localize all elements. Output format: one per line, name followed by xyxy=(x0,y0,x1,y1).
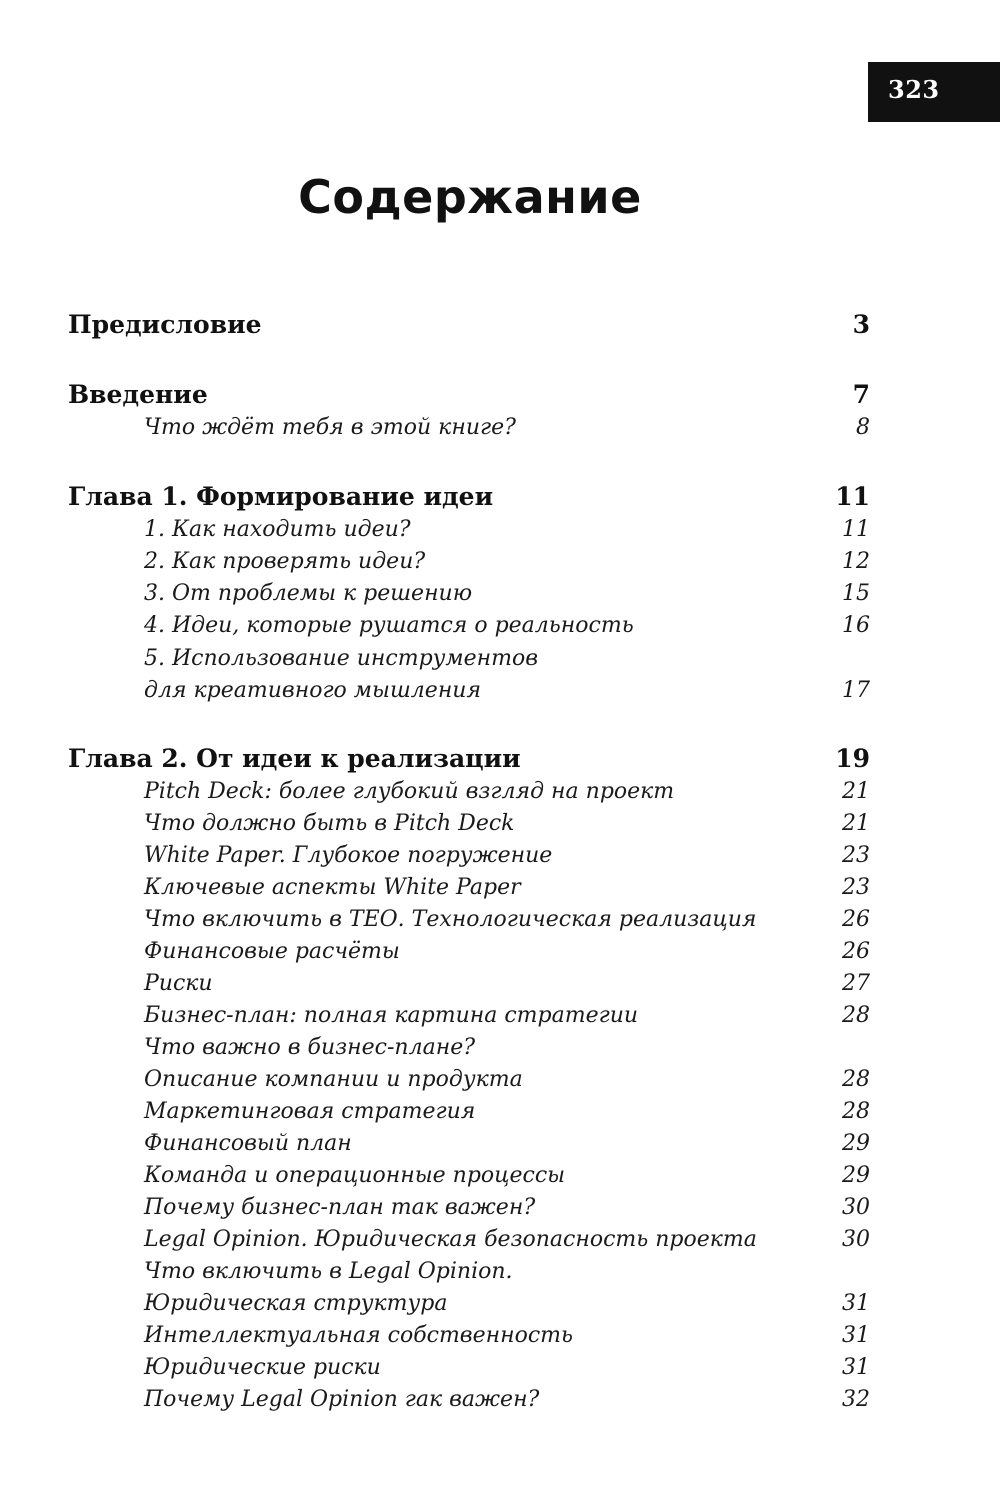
toc-page-number: 26 xyxy=(842,939,870,964)
toc-page-number: 7 xyxy=(852,380,870,409)
toc-page-number: 21 xyxy=(842,779,870,804)
toc-label: Что включить в Legal Opinion. xyxy=(144,1259,513,1284)
toc-label: Маркетинговая стратегия xyxy=(144,1099,476,1124)
toc-page-number: 27 xyxy=(842,971,870,996)
toc-page-number: 31 xyxy=(842,1291,870,1316)
toc-page-number: 21 xyxy=(842,811,870,836)
toc-label: Финансовый план xyxy=(144,1131,352,1156)
toc-label: Юридические риски xyxy=(144,1355,381,1380)
toc-page-number: 30 xyxy=(842,1227,870,1252)
toc-label: Pitch Deck: более глубокий взгляд на проект xyxy=(144,779,675,804)
toc-entry xyxy=(0,999,1000,1033)
toc-page-number: 28 xyxy=(842,1099,870,1124)
toc-entry xyxy=(0,1063,1000,1097)
toc-entry xyxy=(0,513,1000,547)
toc-page-number: 26 xyxy=(842,907,870,932)
toc-label: Что ждёт тебя в этой книге? xyxy=(144,415,516,440)
toc-entry xyxy=(0,1319,1000,1353)
toc-label: 4. Идеи, которые рушатся о реальность xyxy=(144,613,634,638)
toc-label: Почему Legal Opinion гак важен? xyxy=(144,1387,540,1412)
toc-page-number: 16 xyxy=(842,613,870,638)
toc-entry xyxy=(0,577,1000,611)
toc-label: Введение xyxy=(68,380,208,409)
toc-page-number: 32 xyxy=(842,1387,870,1412)
page-number: 323 xyxy=(888,75,940,104)
toc-label: Что включить в ТЕО. Технологическая реализация xyxy=(144,907,757,932)
toc-label: Legal Opinion. Юридическая безопасность проекта xyxy=(144,1227,757,1252)
toc-page-number: 8 xyxy=(856,415,870,440)
toc-page-number: 17 xyxy=(842,678,870,703)
toc-label: Финансовые расчёты xyxy=(144,939,400,964)
toc-entry xyxy=(0,967,1000,1001)
toc-entry xyxy=(0,1223,1000,1257)
toc-label: Описание компании и продукта xyxy=(144,1067,523,1092)
toc-page-number: 23 xyxy=(842,875,870,900)
toc-label: 2. Как проверять идеи? xyxy=(144,549,426,574)
toc-label: 5. Использование инструментов xyxy=(144,646,539,671)
toc-entry xyxy=(0,1191,1000,1225)
toc-label: Почему бизнес-план так важен? xyxy=(144,1195,536,1220)
toc-label: Бизнес-план: полная картина стратегии xyxy=(144,1003,639,1028)
toc-entry xyxy=(0,411,1000,445)
toc-entry xyxy=(0,545,1000,579)
toc-page-number: 29 xyxy=(842,1163,870,1188)
toc-page-number: 28 xyxy=(842,1067,870,1092)
toc-page-number: 11 xyxy=(835,482,870,511)
toc-chapter xyxy=(0,378,1000,412)
toc-chapter xyxy=(0,480,1000,514)
toc-page-number: 29 xyxy=(842,1131,870,1156)
toc-label: Что важно в бизнес-плане? xyxy=(144,1035,476,1060)
toc-page-number: 12 xyxy=(842,549,870,574)
toc-label: Ключевые аспекты White Paper xyxy=(144,875,521,900)
toc-entry xyxy=(0,807,1000,841)
toc-label: Предисловие xyxy=(68,310,262,339)
toc-entry xyxy=(0,1031,1000,1065)
toc-page-number: 28 xyxy=(842,1003,870,1028)
toc-entry xyxy=(0,642,1000,676)
toc-chapter xyxy=(0,308,1000,342)
toc-entry xyxy=(0,1351,1000,1385)
toc-page-number: 15 xyxy=(842,581,870,606)
toc-label: Глава 2. От идеи к реализации xyxy=(68,744,521,773)
toc-entry xyxy=(0,903,1000,937)
toc-entry xyxy=(0,674,1000,708)
toc-entry xyxy=(0,871,1000,905)
toc-page-number: 30 xyxy=(842,1195,870,1220)
toc-entry xyxy=(0,935,1000,969)
toc-label: White Paper. Глубокое погружение xyxy=(144,843,553,868)
toc-entry xyxy=(0,1127,1000,1161)
toc-entry xyxy=(0,1383,1000,1417)
toc-entry xyxy=(0,1287,1000,1321)
toc-label: Команда и операционные процессы xyxy=(144,1163,566,1188)
toc-page-number: 3 xyxy=(852,310,870,339)
toc-page-number: 23 xyxy=(842,843,870,868)
toc-label: 3. От проблемы к решению xyxy=(144,581,473,606)
toc-page-number: 31 xyxy=(842,1355,870,1380)
toc-label: Что должно быть в Pitch Deck xyxy=(144,811,515,836)
toc-entry xyxy=(0,1095,1000,1129)
toc-entry xyxy=(0,839,1000,873)
toc-label: 1. Как находить идеи? xyxy=(144,517,411,542)
toc-label: для креативного мышления xyxy=(144,678,482,703)
toc-entry xyxy=(0,1255,1000,1289)
toc-page-number: 11 xyxy=(842,517,870,542)
toc-page-number: 31 xyxy=(842,1323,870,1348)
page-title: Содержание xyxy=(298,170,642,224)
toc-page-number: 19 xyxy=(835,744,870,773)
toc-entry xyxy=(0,609,1000,643)
toc-label: Глава 1. Формирование идеи xyxy=(68,482,494,511)
toc-label: Интеллектуальная собственность xyxy=(144,1323,574,1348)
toc-entry xyxy=(0,1159,1000,1193)
toc-label: Риски xyxy=(144,971,213,996)
toc-chapter xyxy=(0,742,1000,776)
toc-entry xyxy=(0,775,1000,809)
toc-label: Юридическая структура xyxy=(144,1291,448,1316)
